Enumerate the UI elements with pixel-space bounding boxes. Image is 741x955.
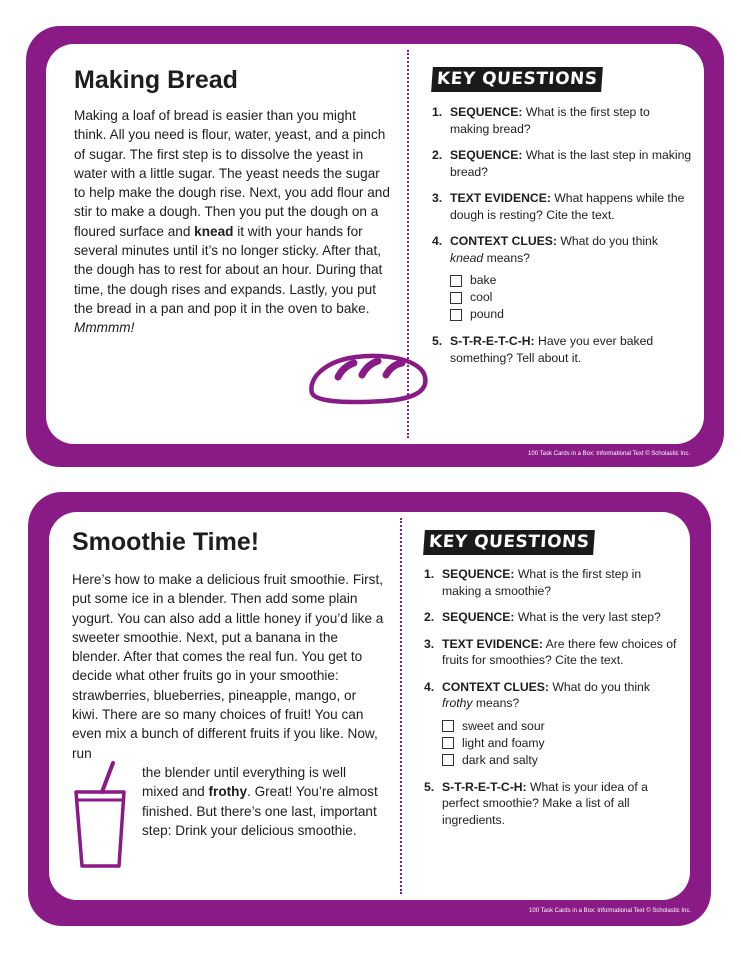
question-number: 5. (424, 779, 435, 794)
passage-part: it with your hands for several minutes until it’s no longer sticky. After that, the dough has to rest for about an hour. During that time, the dough rises and expands. Lastly, you put the bread in a pan and pop it in the oven to bake. (74, 223, 383, 316)
option-label: sweet and sour (462, 718, 545, 733)
checkbox[interactable] (450, 309, 462, 321)
option-label: light and foamy (462, 735, 545, 750)
question-item (424, 566, 679, 599)
copyright-footer: 100 Task Cards in a Box: Informational Text © Scholastic Inc. (528, 451, 690, 457)
option-label: pound (470, 307, 504, 322)
option-label: dark and salty (462, 752, 538, 767)
question-item (432, 333, 692, 366)
checkbox[interactable] (450, 275, 462, 287)
checkbox[interactable] (442, 720, 454, 732)
question-text: What is the very last step? (514, 610, 661, 624)
passage-part: . Great! You’re almost finished. But there’s one last, important step: Drink your delicious smoothie. (142, 784, 378, 838)
question-label: SEQUENCE: (450, 105, 523, 119)
task-card-smoothie-time (28, 492, 711, 926)
vocab-word: knead (450, 250, 484, 265)
dotted-divider (407, 50, 409, 438)
question-number: 1. (424, 567, 435, 581)
answer-option[interactable] (442, 718, 679, 735)
passage-part: the blender until everything is well mixed and (142, 764, 347, 800)
question-number: 2. (432, 148, 443, 162)
card-inner (49, 512, 690, 900)
checkbox[interactable] (442, 754, 454, 766)
checkbox[interactable] (450, 292, 462, 304)
question-item (424, 636, 679, 669)
question-number: 3. (424, 636, 435, 651)
question-text: What do you think (556, 234, 658, 248)
question-text: What is your idea of a perfect smoothie? Make a list of all ingredients. (442, 779, 648, 827)
question-label: CONTEXT CLUES: (442, 679, 549, 694)
answer-option[interactable] (450, 272, 692, 289)
question-text: What is the first step to making bread? (450, 105, 650, 136)
question-label: CONTEXT CLUES: (450, 234, 557, 248)
passage-text (74, 106, 392, 338)
question-number: 4. (432, 234, 443, 248)
key-questions-header: KEY QUESTIONS (431, 67, 603, 92)
question-label: S-T-R-E-T-C-H: (450, 334, 535, 348)
card-inner (46, 44, 704, 444)
question-number: 3. (432, 191, 443, 205)
question-text: What happens while the dough is resting? Cite the text. (450, 191, 685, 222)
question-text: Are there few choices of fruits for smoothies? Cite the text. (442, 636, 677, 667)
copyright-footer: 100 Task Cards in a Box: Informational Text © Scholastic Inc. (529, 908, 691, 914)
question-label: TEXT EVIDENCE: (450, 191, 551, 205)
question-number: 4. (424, 679, 435, 694)
question-text: means? (472, 696, 520, 710)
question-label: S-T-R-E-T-C-H: (442, 779, 527, 794)
card-title: Making Bread (74, 66, 238, 94)
answer-options (442, 718, 679, 769)
question-item (432, 233, 692, 323)
passage-part: Here’s how to make a delicious fruit smoothie. First, put some ice in a blender. Then add some plain yogurt. You can also add a little honey if you’d like a sweeter smoothie. Next, put a banana in the blender. After that comes the real fun. You get to decide what other fruits go in your smoothie: strawberries, blueberries, pineapple, mango, or kiwi. There are so many choices of fruit! You can even mix a bunch of different fruits if you like. Now, run (72, 572, 384, 761)
option-label: bake (470, 273, 497, 288)
question-number: 2. (424, 610, 435, 624)
answer-option[interactable] (450, 306, 692, 323)
question-text: Have you ever baked something? Tell about it. (450, 334, 654, 365)
answer-option[interactable] (450, 289, 692, 306)
question-label: TEXT EVIDENCE: (442, 636, 543, 651)
question-number: 1. (432, 105, 443, 119)
vocab-word: frothy (208, 784, 248, 800)
question-item (432, 147, 692, 180)
option-label: cool (470, 290, 493, 305)
smoothie-cup-icon (72, 760, 128, 872)
question-item (424, 679, 679, 769)
vocab-word: knead (194, 223, 234, 239)
question-text: What is the last step in making bread? (450, 148, 692, 179)
answer-options (450, 272, 692, 323)
vocab-word: frothy (442, 696, 473, 710)
checkbox[interactable] (442, 737, 454, 749)
question-text: What is the first step in making a smoothie? (442, 567, 642, 598)
question-label: SEQUENCE: (442, 567, 515, 581)
passage-part: Making a loaf of bread is easier than you might think. All you need is flour, water, yeast, and a pinch of sugar. The first step is to dissolve the yeast in water with a little sugar. The yeast needs the sugar to help make the dough rise. Next, you add flour and stir to make a dough. Then you put the dough on a floured surface and (74, 108, 390, 239)
dotted-divider (400, 518, 402, 894)
passage-exclamation: Mmmmm! (74, 320, 135, 336)
question-list (424, 566, 679, 838)
card-title: Smoothie Time! (72, 528, 260, 556)
question-number: 5. (432, 334, 443, 348)
question-item (432, 104, 692, 137)
question-label: SEQUENCE: (442, 610, 515, 624)
bread-icon (304, 349, 432, 407)
question-item (424, 779, 679, 829)
key-questions-header: KEY QUESTIONS (423, 530, 595, 555)
answer-option[interactable] (442, 735, 679, 752)
question-label: SEQUENCE: (450, 148, 523, 162)
question-text: What do you think (548, 679, 650, 694)
answer-option[interactable] (442, 752, 679, 769)
question-item (424, 609, 679, 626)
question-text: means? (483, 250, 530, 265)
task-card-making-bread (26, 26, 724, 467)
question-list (432, 104, 692, 376)
question-item (432, 190, 692, 223)
